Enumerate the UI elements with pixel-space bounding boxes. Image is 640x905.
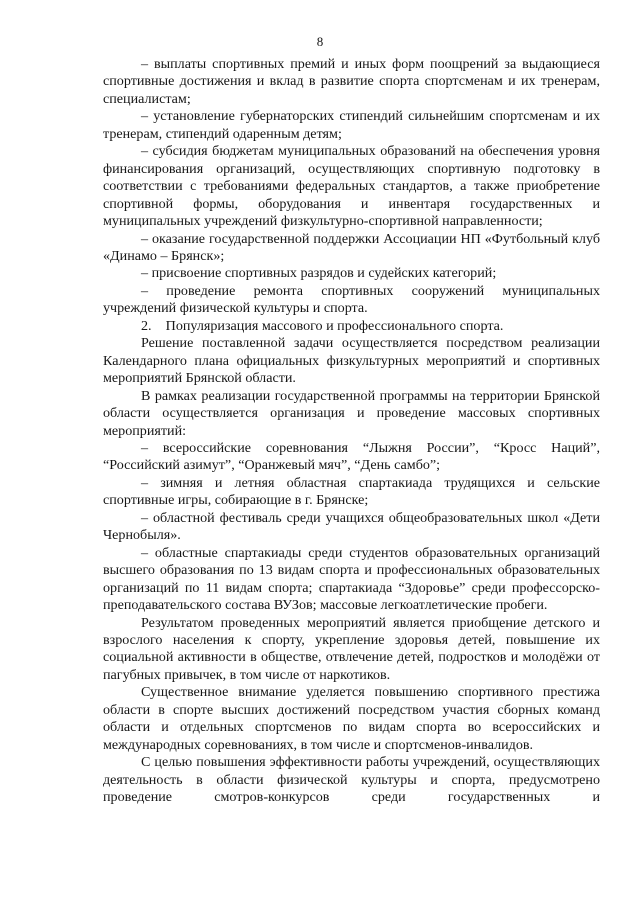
paragraph: – оказание государственной поддержки Ассоциации НП «Футбольный клуб «Динамо – Брянск»;: [103, 230, 600, 264]
paragraph: Решение поставленной задачи осуществляется посредством реализации Календарного плана официальных физкультурных мероприятий и спортивных мероприятий Брянской области.: [103, 335, 600, 387]
paragraph: – зимняя и летняя областная спартакиада трудящихся и сельские спортивные игры, собирающие в г. Брянске;: [103, 474, 600, 509]
paragraph: – всероссийские соревнования “Лыжня России”, “Кросс Наций”, “Российский азимут”, “Оранжевый мяч”, “День самбо”;: [103, 439, 600, 474]
paragraph: – выплаты спортивных премий и иных форм поощрений за выдающиеся спортивные достижения и вклад в развитие спорта спортсменам и их тренерам, специалистам;: [103, 56, 600, 107]
paragraph: – присвоение спортивных разрядов и судейских категорий;: [141, 265, 497, 282]
paragraph: Результатом проведенных мероприятий является приобщение детского и взрослого населения к спорту, укрепление здоровья детей, повышение их социальной активности в обществе, отвлечение детей, подростков и молодёжи от пагубных привычек, в том числе от наркотиков.: [103, 614, 600, 683]
page-number: 8: [316, 34, 324, 49]
paragraph: – установление губернаторских стипендий сильнейшим спортсменам и их тренерам, стипендий одаренным детям;: [103, 108, 600, 142]
paragraph: С целью повышения эффективности работы учреждений, осуществляющих деятельность в области физической культуры и спорта, предусмотрено проведение смотров-конкурсов среди государственных и: [103, 754, 600, 806]
paragraph: – субсидия бюджетам муниципальных образований на обеспечения уровня финансирования организаций, осуществляющих спортивную подготовку в соответствии с требованиями федеральных стандартов, а также приобретение спортивной формы, оборудования и инвентаря государственных и муниципальных учреждений физкультурно-спортивной направленности;: [103, 143, 600, 230]
section-heading: 2. Популяризация массового и профессионального спорта.: [141, 317, 504, 334]
paragraph: – проведение ремонта спортивных сооружений муниципальных учреждений физической культуры и спорта.: [103, 282, 600, 317]
paragraph: – областной фестиваль среди учащихся общеобразовательных школ «Дети Чернобыля».: [103, 509, 600, 544]
paragraph: В рамках реализации государственной программы на территории Брянской области осуществляется организация и проведение массовых спортивных мероприятий:: [103, 387, 600, 439]
paragraph: Существенное внимание уделяется повышению спортивного престижа области в спорте высших достижений посредством участия сборных команд области и отдельных спортсменов по видам спорта во всероссийских и международных соревнованиях, в том числе и спортсменов-инвалидов.: [103, 684, 600, 753]
body-text: [103, 56, 600, 806]
paragraph: – областные спартакиады среди студентов образовательных организаций высшего образования по 13 видам спорта и профессиональных образовательных организаций по 11 видам спорта; спартакиада “Здоровье” среди профессорско-преподавательского состава ВУЗов; массовые легкоатлетические пробеги.: [103, 544, 600, 614]
